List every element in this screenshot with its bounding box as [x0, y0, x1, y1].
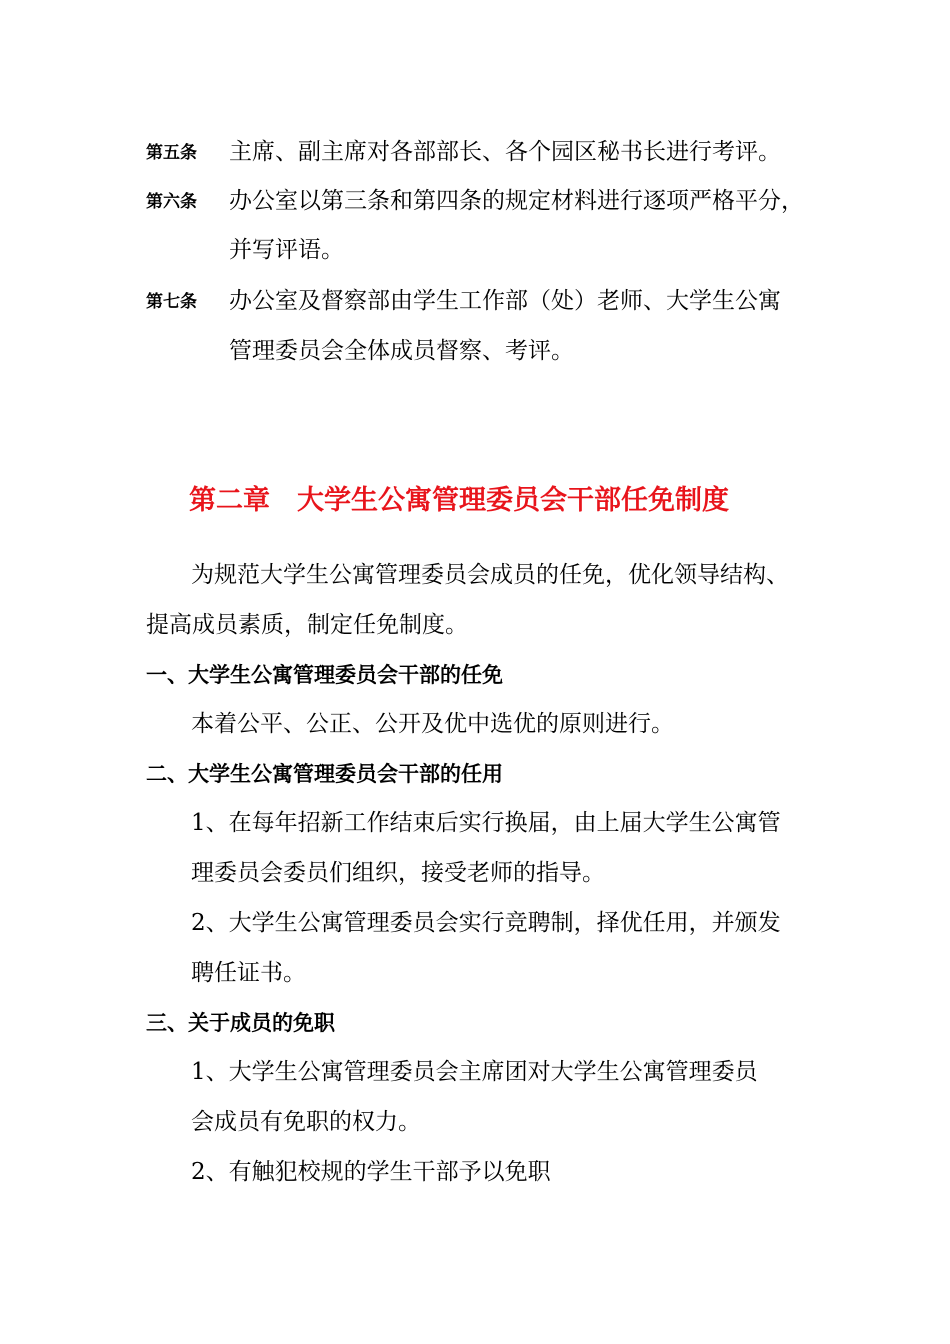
- article-label: 第六条: [146, 192, 197, 212]
- section-text: 理委员会委员们组织，接受老师的指导。: [191, 860, 605, 886]
- section-text: 2、有触犯校规的学生干部予以免职: [191, 1159, 551, 1185]
- chapter-title: 第二章 大学生公寓管理委员会干部任免制度: [189, 485, 729, 516]
- article-label: 第五条: [146, 143, 197, 163]
- article-text: 主席、副主席对各部部长、各个园区秘书长进行考评。: [229, 139, 781, 165]
- section-heading: 二、大学生公寓管理委员会干部的任用: [146, 762, 503, 786]
- intro-text: 提高成员素质，制定任免制度。: [146, 612, 468, 638]
- section-text: 1、大学生公寓管理委员会主席团对大学生公寓管理委员: [191, 1059, 758, 1085]
- section-heading: 三、关于成员的免职: [146, 1011, 335, 1035]
- article-label: 第七条: [146, 292, 197, 312]
- section-text: 1、在每年招新工作结束后实行换届，由上届大学生公寓管: [191, 810, 781, 836]
- section-heading: 一、大学生公寓管理委员会干部的任免: [146, 663, 503, 687]
- section-text: 聘任证书。: [191, 960, 306, 986]
- section-text: 会成员有免职的权力。: [191, 1109, 421, 1135]
- article-text: 办公室以第三条和第四条的规定材料进行逐项严格平分，: [229, 188, 804, 214]
- section-text: 2、大学生公寓管理委员会实行竞聘制，择优任用，并颁发: [191, 910, 781, 936]
- article-text: 办公室及督察部由学生工作部（处）老师、大学生公寓: [229, 288, 781, 314]
- intro-text: 为规范大学生公寓管理委员会成员的任免，优化领导结构、: [191, 562, 789, 588]
- section-text: 本着公平、公正、公开及优中选优的原则进行。: [191, 711, 674, 737]
- article-text: 管理委员会全体成员督察、考评。: [229, 338, 574, 364]
- article-text: 并写评语。: [229, 237, 344, 263]
